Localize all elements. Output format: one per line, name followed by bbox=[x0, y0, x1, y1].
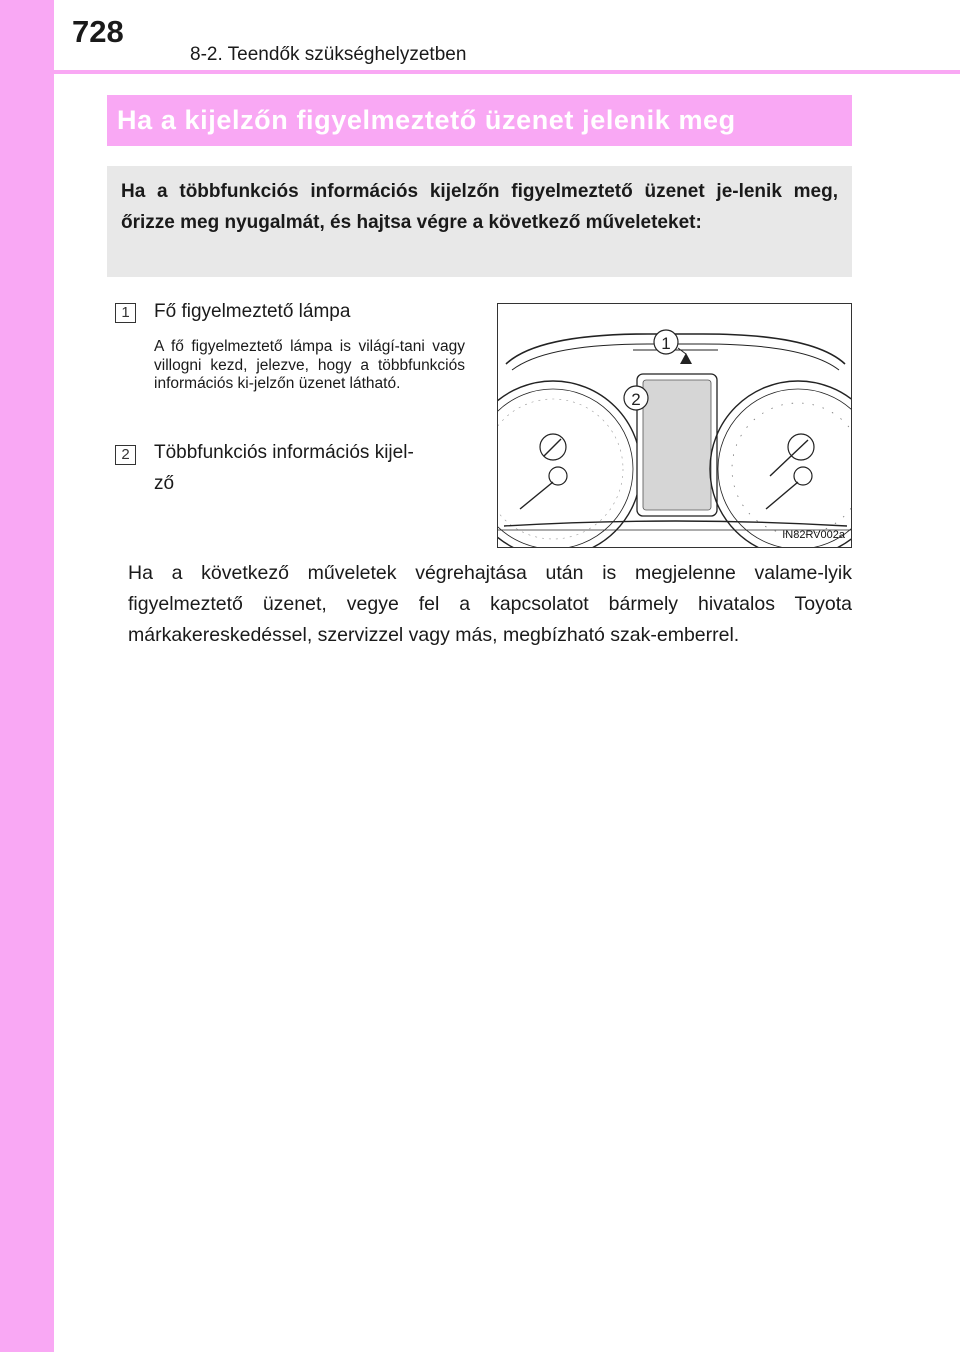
instrument-cluster-figure bbox=[497, 303, 852, 548]
item-2-title-line1: Többfunkciós információs kijel- bbox=[154, 442, 414, 463]
image-code: IN82RV002a bbox=[782, 529, 845, 541]
item-2-number: 2 bbox=[115, 445, 136, 465]
intro-text: Ha a többfunkciós információs kijelzőn figyelmeztető üzenet je-lenik meg, őrizze meg nyugalmát, és hajtsa végre a következő műveleteket: bbox=[121, 181, 838, 233]
callout-2-label: 2 bbox=[631, 390, 641, 409]
page-title: Ha a kijelzőn figyelmeztető üzenet jelenik meg bbox=[107, 95, 852, 146]
page-number: 728 bbox=[72, 14, 124, 49]
item-2-title-line2: ző bbox=[154, 473, 175, 494]
intro-box bbox=[107, 166, 852, 277]
instrument-cluster-illustration bbox=[498, 304, 852, 548]
side-color-bar bbox=[0, 0, 54, 1352]
item-1-description: A fő figyelmeztető lámpa is világí-tani vagy villogni kezd, jelezve, hogy a többfunkciós információs ki-jelzőn üzenet látható. bbox=[154, 338, 465, 392]
body-paragraph: Ha a következő műveletek végrehajtása után is megjelenne valame-lyik figyelmeztető üzenet, vegye fel a kapcsolatot bármely hivatalos Toyota márkakereskedéssel, szervizzel vagy más, megbízható szak-emberrel. bbox=[128, 562, 852, 646]
warning-triangle-icon bbox=[680, 353, 692, 364]
header-rule bbox=[54, 70, 960, 74]
item-1-number: 1 bbox=[115, 303, 136, 323]
callout-1-label: 1 bbox=[661, 334, 671, 353]
item-1-title: Fő figyelmeztető lámpa bbox=[154, 301, 351, 322]
section-title: 8-2. Teendők szükséghelyzetben bbox=[190, 44, 467, 65]
